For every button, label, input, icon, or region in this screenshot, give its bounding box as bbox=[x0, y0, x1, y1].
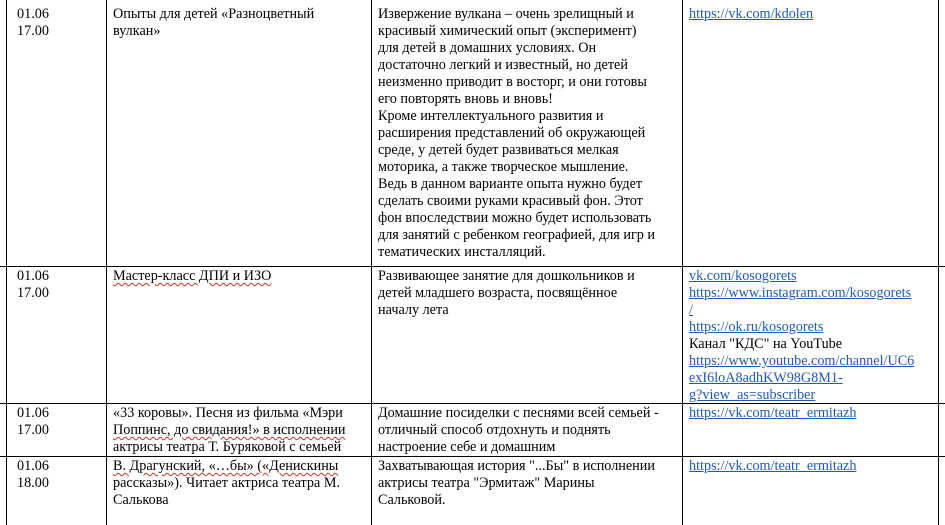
row2-desc-line: началу лета bbox=[378, 302, 449, 318]
row1-title-line: вулкан» bbox=[113, 23, 161, 39]
row3-desc-line: Домашние посиделки с песнями всей семьей - bbox=[378, 405, 659, 421]
row1-desc-line: тематических инсталляций. bbox=[378, 244, 546, 260]
row1-date: 01.06 bbox=[17, 6, 49, 22]
row3-title-line: актрисы театра Т. Буряковой с семьей bbox=[113, 439, 342, 455]
row2-youtube-channel-label: Канал "КДС" на YouTube bbox=[689, 336, 843, 352]
row1-time: 17.00 bbox=[17, 23, 49, 39]
row2-description bbox=[378, 268, 635, 319]
row3-description bbox=[378, 405, 659, 456]
row2-youtube-link[interactable]: https://www.youtube.com/channel/UC6 bbox=[689, 353, 915, 369]
row2-links bbox=[689, 268, 914, 404]
row3-title bbox=[113, 405, 346, 456]
table-border-col1 bbox=[106, 0, 107, 525]
row3-time: 17.00 bbox=[17, 422, 49, 438]
row1-description bbox=[378, 6, 655, 261]
row3-datetime bbox=[17, 405, 49, 439]
row1-links bbox=[689, 6, 813, 23]
row4-desc-line: Захватывающая история "...Бы" в исполнении bbox=[378, 458, 655, 474]
row4-vk-link[interactable]: https://vk.com/teatr_ermitazh bbox=[689, 458, 857, 474]
row1-desc-line: сделать своими руками красивый фон. Этот bbox=[378, 193, 643, 209]
row4-title-line: В. Драгунский, «…бы» («Денискины bbox=[113, 458, 339, 474]
row1-title bbox=[113, 6, 314, 40]
row1-desc-line: Кроме интеллектуального развития и bbox=[378, 108, 604, 124]
row1-desc-line: моторика, а также творческое мышление. bbox=[378, 159, 629, 175]
row1-vk-link[interactable]: https://vk.com/kdolen bbox=[689, 6, 814, 22]
row2-desc-line: Развивающее занятие для дошкольников и bbox=[378, 268, 635, 284]
row1-datetime bbox=[17, 6, 49, 40]
row3-date: 01.06 bbox=[17, 405, 49, 421]
row4-desc-line: Сальковой. bbox=[378, 492, 446, 508]
row-divider-1 bbox=[0, 266, 945, 267]
row1-desc-line: достаточно легкий и известный, но детей bbox=[378, 57, 628, 73]
row2-youtube-link[interactable]: exI6loA8adhKW98G8M1- bbox=[689, 370, 843, 386]
row2-title-line: Мастер-класс ДПИ и ИЗО bbox=[113, 268, 272, 284]
row4-title bbox=[113, 458, 340, 509]
row4-datetime bbox=[17, 458, 49, 492]
row1-desc-line: среде, у детей будет развиваться мелкая bbox=[378, 142, 619, 158]
row4-desc-line: актрисы театра "Эрмитаж" Марины bbox=[378, 475, 595, 491]
row2-desc-line: детей младшего возраста, посвящённое bbox=[378, 285, 618, 301]
row1-desc-line: красивый химический опыт (эксперимент) bbox=[378, 23, 637, 39]
row2-vk-link[interactable]: vk.com/kosogorets bbox=[689, 268, 797, 284]
row3-links bbox=[689, 405, 856, 422]
row3-desc-line: настроение себе и домашним bbox=[378, 439, 556, 455]
row1-title-line: Опыты для детей «Разноцветный bbox=[113, 6, 315, 22]
row3-title-line: «33 коровы». Песня из фильма «Мэри bbox=[113, 405, 343, 421]
row3-desc-line: отличный способ отдохнуть и поднять bbox=[378, 422, 611, 438]
row2-date: 01.06 bbox=[17, 268, 49, 284]
row2-ok-link[interactable]: https://ok.ru/kosogorets bbox=[689, 319, 824, 335]
row1-desc-line: его повторять вновь и вновь! bbox=[378, 91, 553, 107]
row4-title-line: Салькова bbox=[113, 492, 169, 508]
row2-time: 17.00 bbox=[17, 285, 49, 301]
row2-title bbox=[113, 268, 271, 285]
table-border-right bbox=[938, 0, 939, 525]
row4-description bbox=[378, 458, 655, 509]
row1-desc-line: Ведь в данном варианте опыта нужно будет bbox=[378, 176, 643, 192]
row1-desc-line: для детей в домашних условиях. Он bbox=[378, 40, 597, 56]
row4-title-line: рассказы»). Читает актриса театра М. bbox=[113, 475, 340, 491]
row-divider-3 bbox=[0, 456, 945, 457]
row2-youtube-link[interactable]: g?view_as=subscriber bbox=[689, 387, 816, 403]
row1-desc-line: расширения представлений об окружающей bbox=[378, 125, 646, 141]
table-border-col3 bbox=[682, 0, 683, 525]
row2-instagram-link-end[interactable]: / bbox=[689, 302, 693, 318]
row1-desc-line: Извержение вулкана – очень зрелищный и bbox=[378, 6, 634, 22]
table-border-col2 bbox=[371, 0, 372, 525]
row3-title-line: Поппинс, до свидания!» в исполнении bbox=[113, 422, 346, 438]
row4-time: 18.00 bbox=[17, 475, 49, 491]
row1-desc-line: неизменно приводит в восторг, и они готовы bbox=[378, 74, 647, 90]
table-border-left bbox=[6, 0, 7, 525]
row2-instagram-link[interactable]: https://www.instagram.com/kosogorets bbox=[689, 285, 912, 301]
row4-date: 01.06 bbox=[17, 458, 49, 474]
row2-datetime bbox=[17, 268, 49, 302]
row1-desc-line: фон впоследствии можно будет использовать bbox=[378, 210, 652, 226]
row3-vk-link[interactable]: https://vk.com/teatr_ermitazh bbox=[689, 405, 857, 421]
row1-desc-line: для занятий с ребенком географией, для игр и bbox=[378, 227, 656, 243]
row4-links bbox=[689, 458, 856, 475]
